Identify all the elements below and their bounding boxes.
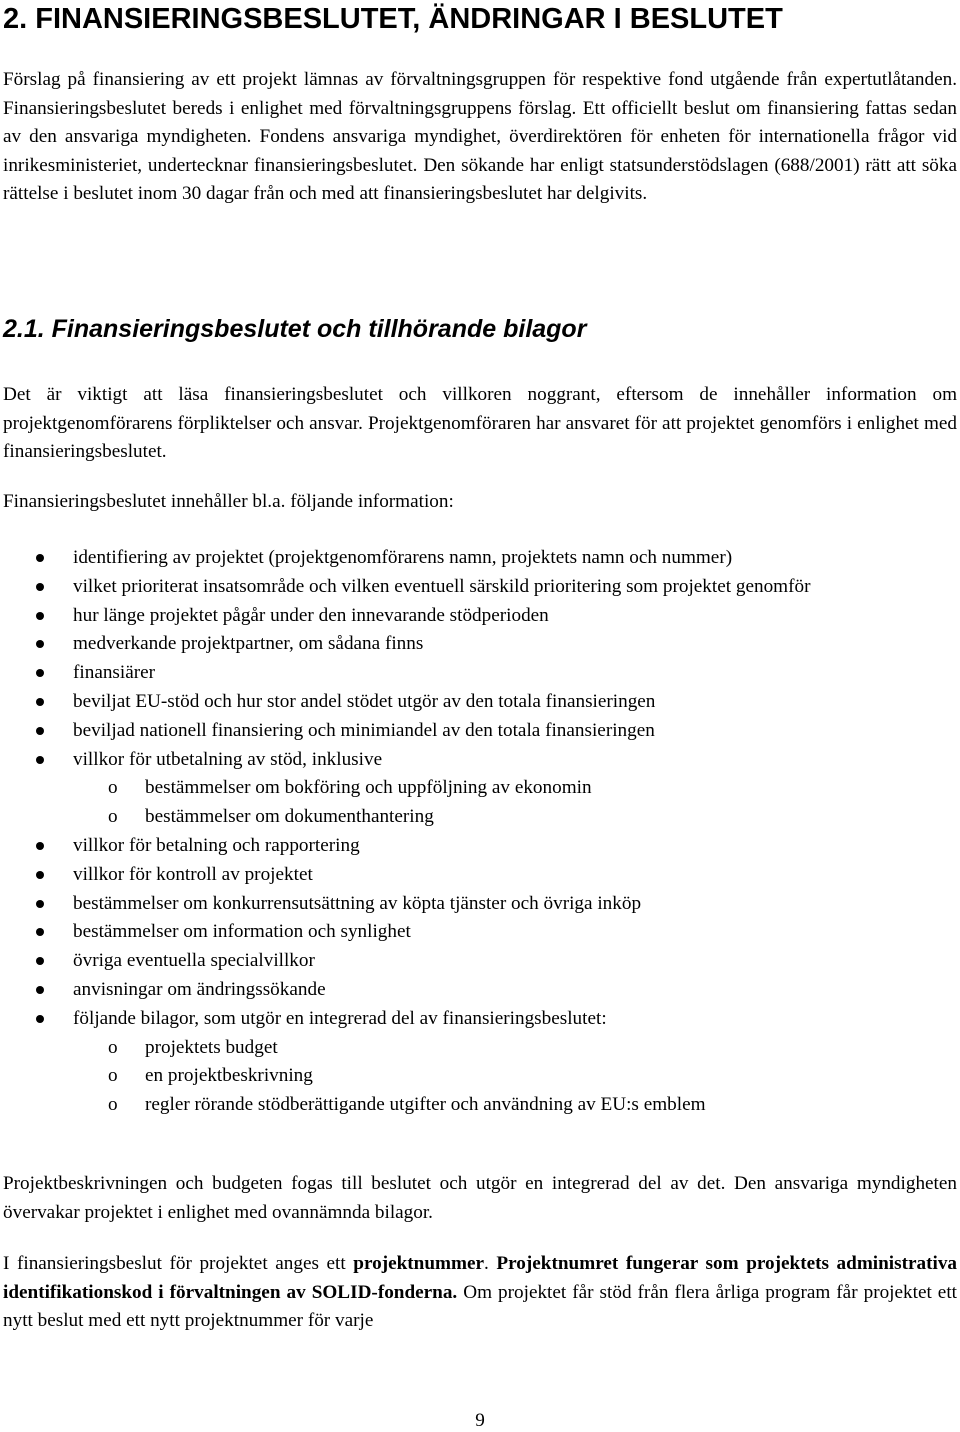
bullet-icon: [36, 698, 44, 706]
list-item: [0, 573, 960, 602]
reading-paragraph: Det är viktigt att läsa finansieringsbeslutet och villkoren noggrant, eftersom de innehåller information om projektgenomförarens förpliktelser och ansvar. Projektgenomföraren har ansvaret för att projektet genomförs i enlighet med finansieringsbeslutet.: [3, 384, 957, 462]
list-item: [0, 890, 960, 919]
sub-bullet-marker: o: [108, 806, 118, 828]
intro-paragraph: Förslag på finansiering av ett projekt lämnas av förvaltningsgruppen för respektive fond utgående från expertutlåtanden. Finansieringsbeslutet bereds i enlighet med förvaltningsgruppens förslag. Ett officiellt beslut om finansiering fattas sedan av den ansvariga myndigheten. Fondens ansvariga myndighet, överdirektören för enheten för internationella frågor vid inrikesministeriet, undertecknar finansieringsbeslutet. Den sökande har enligt statsunderstödslagen (688/2001) rätt att söka rättelse i beslutet inom 30 dagar från och med att finansieringsbeslutet har delgivits.: [3, 69, 957, 204]
bullet-icon: [36, 986, 44, 994]
sub-bullet-marker: o: [108, 777, 118, 799]
list-item-text: villkor för kontroll av projektet: [73, 863, 313, 885]
sub-bullet-marker: o: [108, 1094, 118, 1116]
list-item-text: övriga eventuella specialvillkor: [73, 950, 315, 972]
page-number: 9: [475, 1410, 485, 1431]
project-number-text-1: I finansieringsbeslut för projektet anges ett: [3, 1253, 354, 1274]
sub-list-item: [0, 1091, 960, 1120]
list-item: [0, 1005, 960, 1034]
sub-list-item-text: bestämmelser om bokföring och uppföljning av ekonomin: [145, 777, 592, 799]
bullet-icon: [36, 554, 44, 562]
list-item: [0, 746, 960, 775]
list-item: [0, 602, 960, 631]
list-item-text: villkor för utbetalning av stöd, inklusive: [73, 748, 383, 770]
list-item-text: vilket prioriterat insatsområde och vilken eventuell särskild prioritering som projektet genomför: [73, 575, 811, 597]
list-item-text: följande bilagor, som utgör en integrerad del av finansieringsbeslutet:: [73, 1007, 607, 1029]
list-item: [0, 688, 960, 717]
project-number-paragraph: [3, 1250, 957, 1336]
sub-list-item: [0, 803, 960, 832]
list-item-text: identifiering av projektet (projektgenomförarens namn, projektets namn och nummer): [73, 547, 733, 568]
list-item: [0, 544, 960, 573]
sub-bullet-marker: o: [108, 1036, 118, 1058]
list-item-text: bestämmelser om konkurrensutsättning av köpta tjänster och övriga inköp: [73, 892, 642, 914]
attachments-paragraph: Projektbeskrivningen och budgeten fogas till beslutet och utgör en integrerad del av det. Den ansvariga myndigheten övervakar projektet i enlighet med ovannämnda bilagor.: [3, 1173, 957, 1223]
bullet-icon: [36, 1015, 44, 1023]
bullet-icon: [36, 842, 44, 850]
list-item-text: bestämmelser om information och synlighet: [73, 921, 411, 943]
bullet-icon: [36, 727, 44, 735]
list-item: [0, 976, 960, 1005]
list-item: [0, 918, 960, 947]
bullet-icon: [36, 957, 44, 965]
sub-list-item: [0, 1034, 960, 1063]
bullet-icon: [36, 612, 44, 620]
bullet-icon: [36, 900, 44, 908]
list-item-text: finansiärer: [73, 662, 156, 684]
contains-paragraph: Finansieringsbeslutet innehåller bl.a. följande information:: [3, 491, 454, 512]
list-item-text: anvisningar om ändringssökande: [73, 978, 326, 1000]
list-item: [0, 861, 960, 890]
project-number-text-2: .: [484, 1253, 497, 1274]
list-item-text: medverkande projektpartner, om sådana finns: [73, 633, 424, 655]
project-number-term: projektnummer: [353, 1253, 485, 1274]
sub-bullet-marker: o: [108, 1065, 118, 1087]
sub-list-item: [0, 774, 960, 803]
list-item-text: beviljad nationell finansiering och minimiandel av den totala finansieringen: [73, 719, 655, 741]
bullet-icon: [36, 756, 44, 764]
information-list: [0, 544, 960, 1120]
sub-list-item-text: projektets budget: [145, 1036, 278, 1058]
project-number-definition: Projektnumret fungerar som projektets administrativa identifikationskod i förvaltningen av SOLID-fonderna.: [3, 1253, 958, 1303]
bullet-icon: [36, 669, 44, 677]
list-item: [0, 659, 960, 688]
bullet-icon: [36, 928, 44, 936]
bullet-icon: [36, 871, 44, 879]
section-heading: 2. FINANSIERINGSBESLUTET, ÄNDRINGAR I BESLUTET: [3, 3, 783, 35]
list-item-text: hur länge projektet pågår under den innevarande stödperioden: [73, 604, 549, 626]
list-item: [0, 947, 960, 976]
sub-list-item: [0, 1062, 960, 1091]
bullet-icon: [36, 583, 44, 591]
bullet-icon: [36, 640, 44, 648]
list-item: [0, 832, 960, 861]
sub-list-item-text: regler rörande stödberättigande utgifter och användning av EU:s emblem: [145, 1094, 706, 1116]
sub-list-item-text: en projektbeskrivning: [145, 1065, 313, 1087]
list-item-text: beviljat EU-stöd och hur stor andel stödet utgör av den totala finansieringen: [73, 690, 656, 712]
project-number-text-3: Om projektet får stöd från flera årliga program får projektet ett nytt beslut med ett nytt projektnummer för varje: [3, 1281, 957, 1331]
list-item: [0, 630, 960, 659]
subsection-heading: 2.1. Finansieringsbeslutet och tillhörande bilagor: [3, 315, 587, 343]
sub-list-item-text: bestämmelser om dokumenthantering: [145, 806, 434, 828]
list-item: [0, 717, 960, 746]
list-item-text: villkor för betalning och rapportering: [73, 834, 360, 856]
